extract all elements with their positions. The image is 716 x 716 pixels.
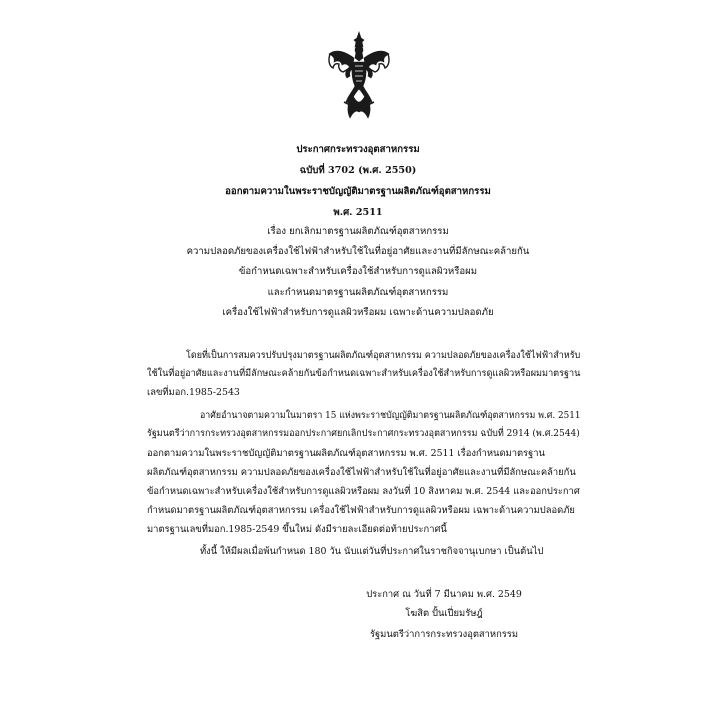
paragraph-2-line-7: มาตรฐานเลขที่มอก.1985-2549 ขึ้นใหม่ ดังมีรายละเอียดต่อท้ายประกาศนี้ bbox=[147, 524, 447, 535]
announcement-issue: ฉบับที่ 3702 (พ.ศ. 2550) bbox=[299, 165, 417, 176]
paragraph-3-line-1: ทั้งนี้ ให้มีผลเมื่อพ้นกำหนด 180 วัน นับแต่วันที่ประกาศในราชกิจจานุเบกษา เป็นต้นไป bbox=[200, 546, 544, 557]
paragraph-2-line-6: กำหนดมาตรฐานผลิตภัณฑ์อุตสาหกรรม เครื่องใช้ไฟฟ้าสำหรับการดูแลผิวหรือผม เฉพาะด้านความปลอดภัย bbox=[147, 505, 575, 516]
paragraph-2-line-2: รัฐมนตรีว่าการกระทรวงอุตสาหกรรมออกประกาศยกเลิกประกาศกระทรวงอุตสาหกรรม ฉบับที่ 2914 (พ.ศ.2544) bbox=[147, 428, 580, 439]
paragraph-2-line-3: ออกตามความในพระราชบัญญัติมาตรฐานผลิตภัณฑ์อุตสาหกรรม พ.ศ. 2511 เรื่องกำหนดมาตรฐาน bbox=[147, 448, 545, 459]
paragraph-1-line-1: โดยที่เป็นการสมควรปรับปรุงมาตรฐานผลิตภัณฑ์อุตสาหกรรม ความปลอดภัยของเครื่องใช้ไฟฟ้าสำหรับ bbox=[186, 350, 581, 361]
paragraph-2-line-4: ผลิตภัณฑ์อุตสาหกรรม ความปลอดภัยของเครื่องใช้ไฟฟ้าสำหรับใช้ในที่อยู่อาศัยและงานที่มีลักษณะคล้ายกัน bbox=[147, 467, 576, 478]
subject-line-5: เครื่องใช้ไฟฟ้าสำหรับการดูแลผิวหรือผม เฉพาะด้านความปลอดภัย bbox=[222, 307, 494, 318]
subject-line-4: และกำหนดมาตรฐานผลิตภัณฑ์อุตสาหกรรม bbox=[267, 287, 449, 298]
garuda-emblem-icon bbox=[326, 30, 392, 122]
subject-line-2: ความปลอดภัยของเครื่องใช้ไฟฟ้าสำหรับใช้ในที่อยู่อาศัยและงานที่มีลักษณะคล้ายกัน bbox=[186, 246, 530, 257]
paragraph-1-line-3: เลขที่มอก.1985-2543 bbox=[147, 387, 240, 398]
subject-line-3: ข้อกำหนดเฉพาะสำหรับเครื่องใช้สำหรับการดูแลผิวหรือผม bbox=[238, 266, 478, 277]
paragraph-1-line-2: ใช้ในที่อยู่อาศัยและงานที่มีลักษณะคล้ายกันข้อกำหนดเฉพาะสำหรับเครื่องใช้สำหรับการดูแลผิวหรือผมมาตรฐาน bbox=[147, 368, 581, 379]
announcement-title: ประกาศกระทรวงอุตสาหกรรม bbox=[296, 144, 420, 155]
signature-date: ประกาศ ณ วันที่ 7 มีนาคม พ.ศ. 2549 bbox=[366, 589, 522, 600]
signatory-position: รัฐมนตรีว่าการกระทรวงอุตสาหกรรม bbox=[369, 629, 519, 640]
signatory-name: โฆสิต ปั้นเปี่ยมรัษฎ์ bbox=[405, 608, 483, 619]
subject-line-1: เรื่อง ยกเลิกมาตรฐานผลิตภัณฑ์อุตสาหกรรม bbox=[267, 226, 449, 237]
paragraph-2-line-1: อาศัยอำนาจตามความในมาตรา 15 แห่งพระราชบัญญัติมาตรฐานผลิตภัณฑ์อุตสาหกรรม พ.ศ. 2511 bbox=[200, 410, 581, 421]
announcement-act-year: พ.ศ. 2511 bbox=[333, 207, 383, 218]
announcement-act-line: ออกตามความในพระราชบัญญัติมาตรฐานผลิตภัณฑ์อุตสาหกรรม bbox=[225, 186, 491, 197]
paragraph-2-line-5: ข้อกำหนดเฉพาะสำหรับเครื่องใช้สำหรับการดูแลผิวหรือผม ลงวันที่ 10 สิงหาคม พ.ศ. 2544 และออกประกาศ bbox=[147, 486, 580, 497]
